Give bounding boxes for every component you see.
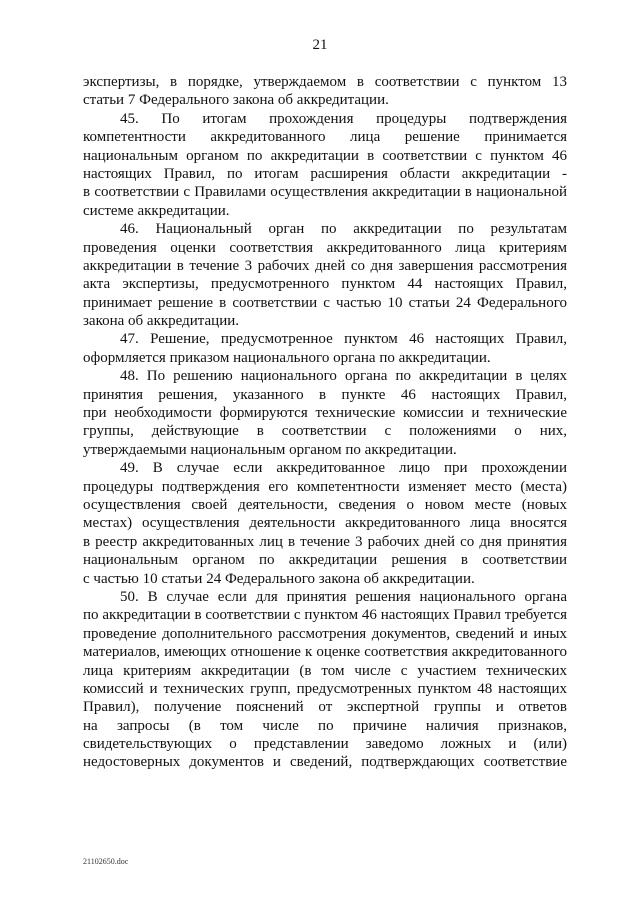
text-line: 48. По решению национального органа по аккредитации в целях: [120, 368, 567, 385]
text-line: с частью 10 статьи 24 Федерального закона об аккредитации.: [83, 570, 475, 587]
text-line: 47. Решение, предусмотренное пунктом 46 настоящих Правил,: [120, 331, 567, 348]
text-line: на запросы (в том числе по причине наличия признаков,: [83, 717, 567, 734]
text-line: 50. В случае если для принятия решения национального органа: [120, 588, 567, 605]
text-line: экспертизы, в порядке, утверждаемом в соответствии с пунктом 13: [83, 74, 567, 90]
text-line: лица критериям аккредитации (в том числе с участием технических: [83, 662, 567, 679]
text-line: компетентности аккредитованного лица решение принимается: [83, 129, 567, 146]
text-line: настоящих Правил, по итогам расширения области аккредитации -: [83, 165, 567, 182]
file-name-footer: 21102650.doc: [83, 857, 129, 866]
text-line: аккредитации в течение 3 рабочих дней со дня завершения рассмотрения: [83, 257, 567, 274]
text-line: процедуры подтверждения его компетентности изменяет место (места): [83, 478, 567, 495]
text-line: национальным органом по аккредитации решения в соответствии: [83, 552, 567, 569]
text-line: акта экспертизы, предусмотренного пунктом 44 настоящих Правил,: [83, 276, 567, 293]
document-body: [83, 73, 567, 772]
text-line: принимает решение в соответствии с частью 10 статьи 24 Федерального: [83, 294, 567, 311]
text-line: материалов, имеющих отношение к оценке соответствия аккредитованного: [83, 644, 567, 661]
text-line: по аккредитации в соответствии с пунктом 46 настоящих Правил требуется: [83, 607, 567, 624]
text-line: статьи 7 Федерального закона об аккредитации.: [83, 92, 389, 109]
text-line: оформляется приказом национального органа по аккредитации.: [83, 349, 491, 366]
text-line: недостоверных документов и сведений, подтверждающих соответствие: [83, 754, 567, 771]
text-line: 46. Национальный орган по аккредитации по результатам: [120, 221, 567, 238]
text-line: утверждаемыми национальным органом по аккредитации.: [83, 441, 457, 458]
text-line: Правил), получение пояснений от экспертной группы и ответов: [83, 699, 567, 716]
text-line: свидетельствующих о представлении заведомо ложных и (или): [83, 736, 567, 753]
text-line: проведение дополнительного рассмотрения документов, сведений и иных: [83, 625, 567, 642]
text-line: в реестр аккредитованных лиц в течение 3 рабочих дней со дня принятия: [83, 533, 567, 550]
text-line: закона об аккредитации.: [83, 313, 240, 330]
text-line: осуществления своей деятельности, сведения о новом месте (новых: [83, 496, 567, 513]
text-line: системе аккредитации.: [83, 202, 230, 219]
page-number: 21: [312, 37, 328, 53]
text-line: при необходимости формируются технические комиссии и технические: [83, 405, 567, 422]
text-line: проведения оценки соответствия аккредитованного лица критериям: [83, 239, 567, 256]
text-line: группы, действующие в соответствии с положениями о них,: [83, 423, 567, 440]
text-line: 45. По итогам прохождения процедуры подтверждения: [120, 110, 567, 127]
text-line: 49. В случае если аккредитованное лицо при прохождении: [120, 460, 567, 477]
text-line: комиссий и технических групп, предусмотренных пунктом 48 настоящих: [83, 680, 567, 697]
text-line: принятия решения, указанного в пункте 46 настоящих Правил,: [83, 386, 567, 403]
text-line: местах) осуществления деятельности аккредитованного лица вносятся: [83, 515, 567, 532]
text-line: национальным органом по аккредитации в соответствии с пунктом 46: [83, 147, 567, 164]
text-line: в соответствии с Правилами осуществления аккредитации в национальной: [83, 184, 567, 201]
